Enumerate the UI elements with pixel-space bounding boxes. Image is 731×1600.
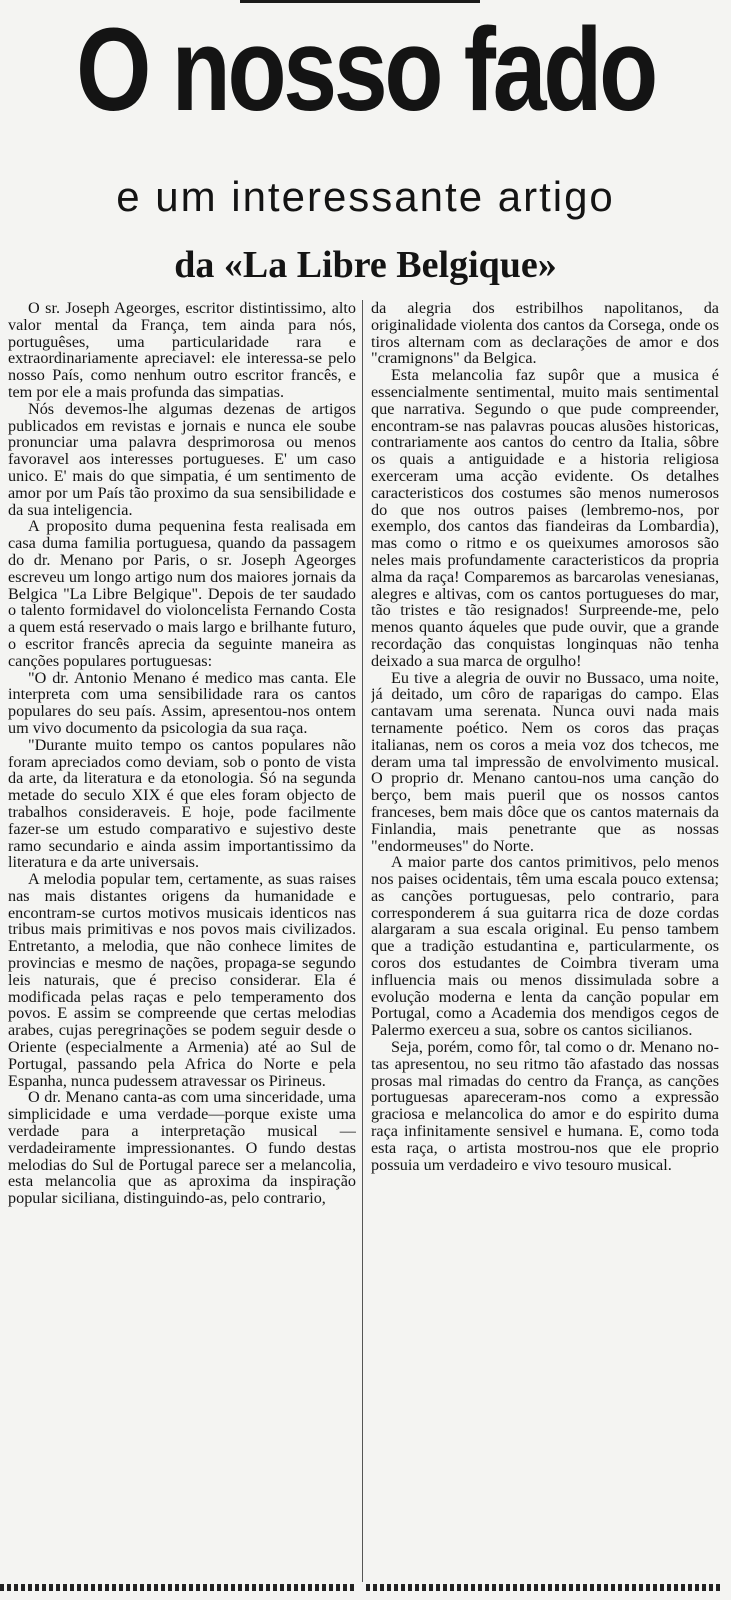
- bottom-rule-left: [0, 1584, 356, 1591]
- subheading-source: da «La Libre Belgique»: [174, 244, 557, 286]
- right-column: [371, 300, 719, 1575]
- paragraph: A maior parte dos cantos primitivos, pelo menos nos paises ocidentais, têm uma escala pouco extensa; as canções portuguesas, pelo contrario, para corresponderem á sua guitarra rica de doze cordas alargaram a sua escala original. Eu penso tambem que a tradição estudantina e, particularmente, os coros dos estudantes de Coimbra tiveram uma influencia mais ou menos dissimulada sobre a evolução moderna e lenta da canção popular em Portugal, como a Academia dos mendigos cegos de Palermo exerceu a sua, sobre os cantos sicilianos.: [371, 853, 719, 1040]
- paragraph: da alegria dos estribilhos napolitanos, da originalidade violenta dos cantos da Corsega, onde os tiros alternam com as declarações de amor e dos "cramignons" da Belgica.: [371, 300, 719, 368]
- paragraph: "O dr. Antonio Menano é medico mas canta. Ele interpreta com uma sensibilidade rara os cantos populares do seu país. Assim, apresentou-nos ontem um vivo documento da psicologia da sua raça.: [8, 668, 356, 737]
- top-rule: [240, 0, 480, 3]
- column-divider: [362, 300, 363, 1582]
- paragraph: O dr. Menano canta-as com uma sinceridade, uma simplicidade e uma verdade—porque existe uma verdade para a interpretação musical — verdadeiramente impressionantes. O fundo destas melodias do Sul de Portugal parece ser a melancolia, esta melancolia que as aproxima da inspiração popular siciliana, distinguindo-as, pelo contrario,: [8, 1088, 356, 1208]
- paragraph: Eu tive a alegria de ouvir no Bussaco, uma noite, já deitado, um côro de raparigas do campo. Elas cantavam uma serenata. Nunca ouvi nada mais ternamente poético. Nem os coros das praças italianas, nem os coros a meia voz dos tchecos, me deram uma tal impressão de envolvimento musical. O proprio dr. Menano cantou-nos uma canção do berço, bem mais pueril que os nossos cantos franceses, bem mais dôce que os cantos maternais da Finlandia, mais penetrante que as nossas "endormeuses" do Norte.: [371, 668, 719, 855]
- paragraph: Nós devemos-lhe algumas dezenas de artigos publicados em revistas e jornais e nunca ele soube pronunciar uma palavra desprimorosa ou menos favoravel aos interesses portugueses. E' um caso unico. E' mais do que simpatia, é um sentimento de amor por um País tão proximo da sua sensibilidade e da sua inteligencia.: [8, 399, 356, 519]
- paragraph: Esta melancolia faz supôr que a musica é essencialmente sentimental, muito mais sentimental que narrativa. Segundo o que pude compreender, encontram-se nas palavras poucas alusões historicas, contrariamente aos cantos do centro da Italia, sôbre os quais a antiguidade e a historia religiosa exerceram uma acção evidente. Os detalhes caracteristicos dos costumes são menos numerosos do que nos outros paises (lembremo-nos, por exemplo, dos cantos das fiandeiras da Lombardia), mas como o ritmo e os queixumes amorosos são neles mais profundamente caracteristicos da propria alma da raça! Comparemos as barcarolas venesianas, alegres e altivas, com os cantos portugueses do mar, tão tristes e tão resignados! Surpreende-me, pelo menos quanto áqueles que pude ouvir, que a grande recordação das conquistas longinquas não tenha deixado a sua marca de orgulho!: [371, 366, 719, 670]
- left-column: [8, 300, 356, 1575]
- bottom-rule-right: [366, 1584, 721, 1591]
- paragraph: A melodia popular tem, certamente, as suas raises nas mais distantes origens da humanidade e encontram-se curtos motivos musicais identicos nas tribus mais primitivas e nos povos mais civilizados. Entretanto, a melodia, que não conhece limites de provincias e mesmo de nações, propaga-se segundo leis naturais, que é preciso considerar. Ela é modificada pelas raças e pelo temperamento dos povos. E assim se compreende que certas melodias arabes, cujas peregrinações se podem seguir desde o Oriente (especialmente a Armenia) até ao Sul de Portugal, passando pela Africa do Norte e pela Espanha, nunca pudessem atravessar os Pirineus.: [8, 870, 356, 1090]
- subheading: e um interessante artigo: [116, 173, 615, 220]
- paragraph: O sr. Joseph Ageorges, escritor distintissimo, alto valor mental da França, tem ainda para nós, portuguêses, uma particularidade rara e extraordinariamente apreciavel: ele interessa-se pelo nosso País, como nenhum outro escritor francês, e tem por ele a mais profunda das simpatias.: [8, 300, 356, 401]
- headline: O nosso fado: [76, 4, 655, 136]
- paragraph: "Durante muito tempo os cantos populares não foram apreciados como deviam, sob o ponto de vista da arte, da literatura e da etonologia. Só na segunda metade do seculo XIX é que eles foram objecto de trabalhos consideraveis. E hoje, pode facilmente fazer-se um estudo comparativo e sujestivo deste ramo secundario e ainda assim importantissimo da literatura e da arte universais.: [8, 735, 356, 872]
- paragraph: Seja, porém, como fôr, tal como o dr. Menano no-tas apresentou, no seu ritmo tão afastado das nossas prosas mal rimadas do centro da França, as canções portuguesas apareceram-nos como a expressão graciosa e melancolica do amor e do espirito duma raça infinitamente sensivel e humana. E, como toda esta raça, o artista mostrou-nos que ele proprio possuia um verdadeiro e vivo tesouro musical.: [371, 1038, 719, 1174]
- paragraph: A proposito duma pequenina festa realisada em casa duma familia portuguesa, quando da passagem do dr. Menano por Paris, o sr. Joseph Ageorges escreveu um longo artigo num dos maiores jornais da Belgica "La Libre Belgique". Depois de ter saudado o talento formidavel do violoncelista Fernando Costa a quem está reservado o mais largo e brilhante futuro, o escritor francês aprecia da seguinte maneira as canções populares portuguesas:: [8, 517, 356, 670]
